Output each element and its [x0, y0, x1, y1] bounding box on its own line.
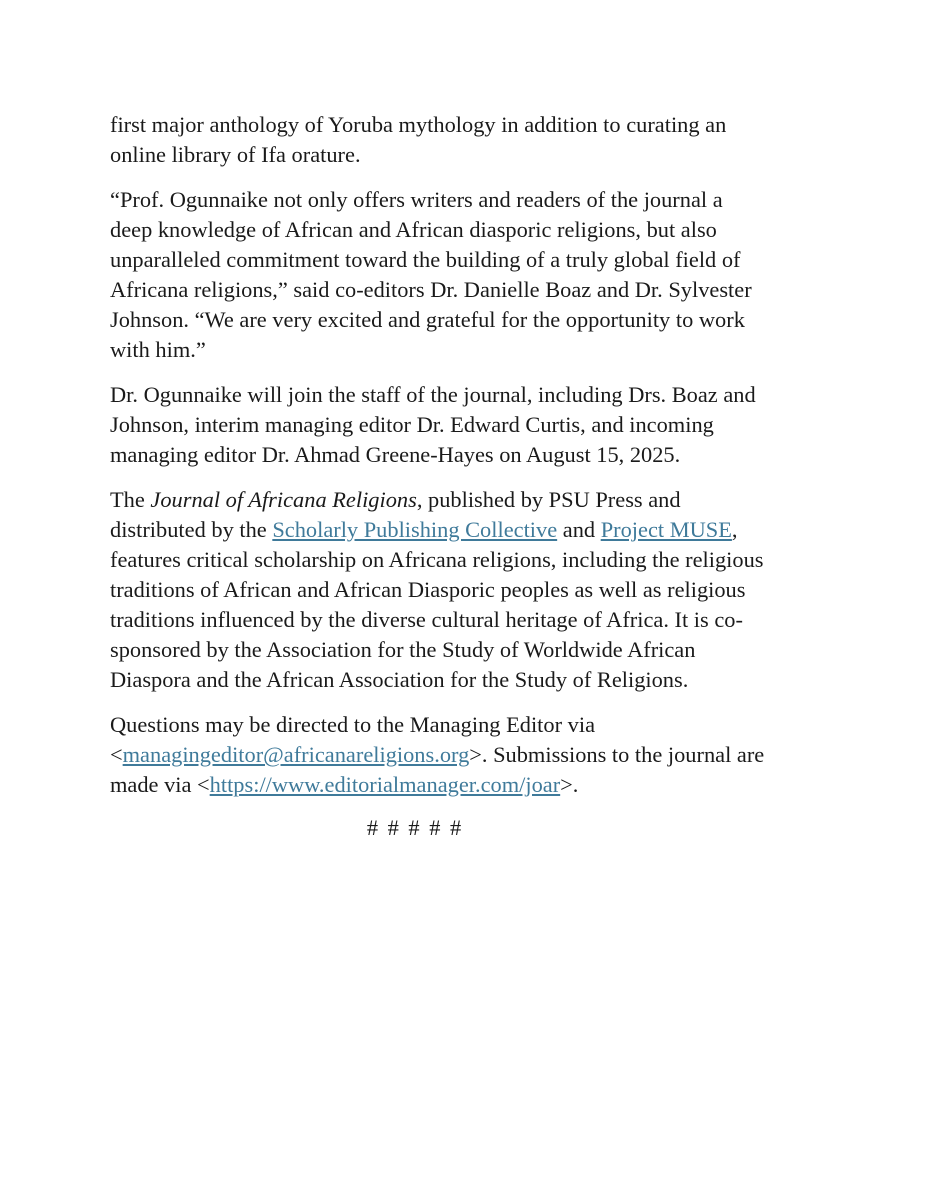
text-fragment: , published by PSU Press and — [416, 487, 681, 512]
text-fragment: The — [110, 487, 151, 512]
text-line: with him.” — [110, 337, 206, 362]
end-of-release-mark: # # # # # — [366, 815, 464, 840]
text-line: managing editor Dr. Ahmad Greene-Hayes on August 15, 2025. — [110, 442, 681, 467]
text-line: traditions influenced by the diverse cultural heritage of Africa. It is co- — [110, 607, 743, 632]
scholarly-publishing-collective-link[interactable]: Scholarly Publishing Collective — [272, 517, 558, 542]
text-line: sponsored by the Association for the Study of Worldwide African — [110, 637, 696, 662]
text-line: first major anthology of Yoruba mythology in addition to curating an — [110, 112, 727, 137]
text-fragment: < — [110, 742, 123, 767]
text-fragment: made via < — [110, 772, 210, 797]
text-line: unparalleled commitment toward the building of a truly global field of — [110, 247, 741, 272]
editorial-manager-link[interactable]: https://www.editorialmanager.com/joar — [209, 772, 561, 797]
project-muse-link[interactable]: Project MUSE — [600, 517, 732, 542]
document-page — [110, 110, 830, 843]
paragraph-journal-description — [110, 485, 830, 695]
text-line: deep knowledge of African and African diasporic religions, but also — [110, 217, 717, 242]
text-line — [110, 740, 830, 770]
text-fragment: distributed by the — [110, 517, 273, 542]
paragraph-anthology — [110, 110, 830, 170]
text-fragment: >. — [560, 772, 579, 797]
text-line: features critical scholarship on Africana religions, including the religious — [110, 547, 764, 572]
text-line — [110, 515, 830, 545]
text-line — [110, 770, 830, 800]
paragraph-quote — [110, 185, 830, 365]
text-fragment: and — [557, 517, 601, 542]
text-line: Johnson, interim managing editor Dr. Edward Curtis, and incoming — [110, 412, 714, 437]
text-line: Africana religions,” said co-editors Dr. Danielle Boaz and Dr. Sylvester — [110, 277, 752, 302]
text-line: “Prof. Ogunnaike not only offers writers and readers of the journal a — [110, 187, 723, 212]
text-line — [110, 485, 830, 515]
managing-editor-email-link[interactable]: managingeditor@africanareligions.org — [122, 742, 470, 767]
text-line: traditions of African and African Diasporic peoples as well as religious — [110, 577, 746, 602]
text-line: Diaspora and the African Association for the Study of Religions. — [110, 667, 689, 692]
text-fragment: , — [731, 517, 738, 542]
text-fragment: >. Submissions to the journal are — [469, 742, 765, 767]
text-line: Johnson. “We are very excited and grateful for the opportunity to work — [110, 307, 745, 332]
text-line: Dr. Ogunnaike will join the staff of the journal, including Drs. Boaz and — [110, 382, 756, 407]
paragraph-staff — [110, 380, 830, 470]
text-line: online library of Ifa orature. — [110, 142, 361, 167]
paragraph-contact — [110, 710, 830, 800]
text-line: Questions may be directed to the Managing Editor via — [110, 712, 596, 737]
journal-title: Journal of Africana Religions — [150, 487, 417, 512]
